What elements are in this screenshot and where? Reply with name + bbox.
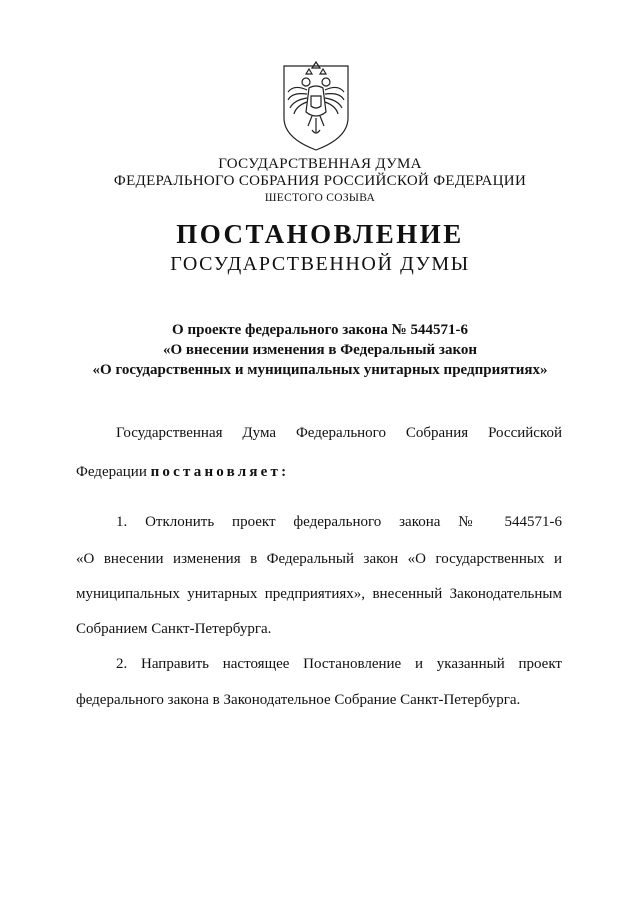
item1-line-2: «О внесении изменения в Федеральный закон «О государственных и (76, 551, 562, 567)
bill-line-2: «О внесении изменения в Федеральный закон (162, 342, 478, 358)
item2-line-2: федерального закона в Законодательное Собрание Санкт-Петербурга. (76, 692, 521, 708)
bill-heading (0, 320, 640, 380)
header-line-1: ГОСУДАРСТВЕННАЯ ДУМА (218, 156, 422, 172)
document-subtitle: ГОСУДАРСТВЕННОЙ ДУМЫ (170, 253, 470, 275)
bill-line-1: О проекте федерального закона № 544571-6 (172, 322, 468, 338)
decision-keyword: постановляет: (150, 464, 290, 480)
issuer-header (0, 156, 640, 207)
document-title: ПОСТАНОВЛЕНИЕ (176, 219, 464, 249)
item2-line-1: 2. Направить настоящее Постановление и указанный проект (116, 656, 562, 672)
intro-line-1: Государственная Дума Федерального Собрания Российской (116, 425, 562, 441)
header-line-3: ШЕСТОГО СОЗЫВА (264, 192, 376, 204)
intro-line-2 (76, 464, 289, 481)
bill-line-3: «О государственных и муниципальных унитарных предприятиях» (92, 362, 548, 378)
header-line-2: ФЕДЕРАЛЬНОГО СОБРАНИЯ РОССИЙСКОЙ ФЕДЕРАЦИИ (113, 173, 527, 189)
item1-line-3: муниципальных унитарных предприятиях», внесенный Законодательным (76, 586, 562, 602)
coat-of-arms-icon (276, 60, 356, 156)
item1-line-1: 1. Отклонить проект федерального закона № 544571-6 (116, 514, 562, 530)
intro-prefix: Федерации (76, 464, 147, 480)
item1-line-4: Собранием Санкт-Петербурга. (76, 621, 272, 637)
